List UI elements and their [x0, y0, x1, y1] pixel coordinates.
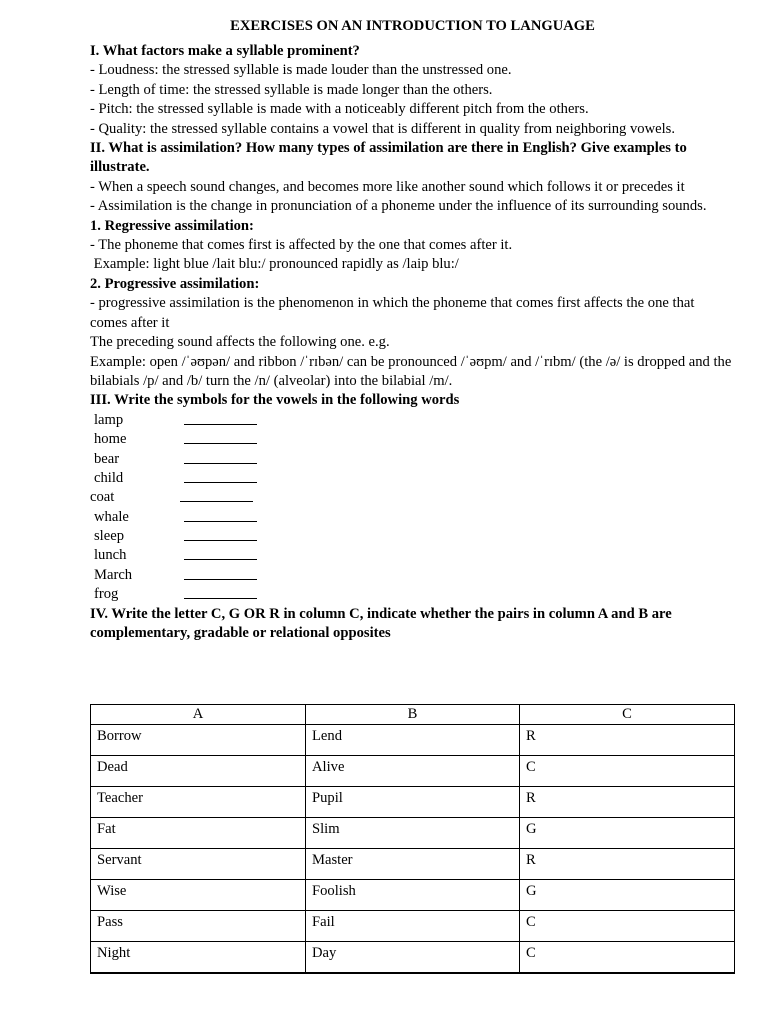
cell-answer[interactable]: G [520, 818, 735, 849]
cell-word-a: Pass [91, 911, 306, 942]
table-row [91, 880, 735, 911]
question-2-heading: II. What is assimilation? How many types of assimilation are there in English? Give examples to illustrate. [90, 140, 687, 176]
word-label: lunch [94, 547, 127, 564]
cell-answer[interactable]: C [520, 942, 735, 974]
example-line: Example: open /ˈəʊpən/ and ribbon /ˈrɪbən/ can be pronounced /ˈəʊpm/ and /ˈrɪbm/ (the /ə/ is dropped and the bilabials /p/ and /b/ turn the /n/ (alveolar) into the bilabial /m/. [90, 353, 732, 389]
subheading-progressive: 2. Progressive assimilation: [90, 275, 260, 292]
table-row [91, 942, 735, 974]
word-label: child [94, 469, 124, 486]
column-header-b: B [306, 705, 520, 725]
answer-blank[interactable] [184, 527, 257, 541]
table-header-row [91, 705, 735, 725]
answer-blank[interactable] [184, 566, 257, 580]
word-label: lamp [94, 411, 124, 428]
cell-word-b: Foolish [306, 880, 520, 911]
answer-blank[interactable] [184, 585, 257, 599]
page-title: EXERCISES ON AN INTRODUCTION TO LANGUAGE [230, 18, 595, 34]
question-4-heading: IV. Write the letter C, G OR R in column C, indicate whether the pairs in column A and B are complementary, gradable or relational opposites [90, 605, 672, 641]
list-item [90, 469, 735, 488]
cell-word-a: Borrow [91, 725, 306, 756]
column-header-a: A [91, 705, 306, 725]
answer-blank[interactable] [180, 488, 253, 502]
word-label: coat [90, 489, 115, 506]
answer-line: - The phoneme that comes first is affected by the one that comes after it. [90, 237, 513, 254]
cell-word-b: Lend [306, 725, 520, 756]
cell-word-a: Fat [91, 818, 306, 849]
opposites-table [90, 704, 735, 974]
cell-word-a: Dead [91, 756, 306, 787]
cell-word-b: Alive [306, 756, 520, 787]
cell-word-b: Pupil [306, 787, 520, 818]
list-item [90, 508, 735, 527]
list-item [90, 488, 735, 507]
list-item [90, 566, 735, 585]
answer-line: - Quality: the stressed syllable contains a vowel that is different in quality from neighboring vowels. [90, 120, 675, 137]
list-item [90, 430, 735, 449]
answer-blank[interactable] [184, 411, 257, 425]
list-item [90, 546, 735, 565]
column-header-c: C [520, 705, 735, 725]
answer-line: - Pitch: the stressed syllable is made with a noticeably different pitch from the others. [90, 101, 589, 118]
table-row [91, 818, 735, 849]
cell-word-a: Servant [91, 849, 306, 880]
word-label: bear [94, 450, 120, 467]
answer-line: The preceding sound affects the following one. e.g. [90, 334, 390, 351]
answer-line: - Assimilation is the change in pronunciation of a phoneme under the influence of its surrounding sounds. [90, 198, 707, 215]
cell-word-b: Day [306, 942, 520, 974]
cell-answer[interactable]: C [520, 756, 735, 787]
answer-blank[interactable] [184, 546, 257, 560]
worksheet [90, 15, 735, 643]
cell-word-a: Night [91, 942, 306, 974]
word-label: March [94, 566, 133, 583]
answer-blank[interactable] [184, 508, 257, 522]
example-line: Example: light blue /lait blu:/ pronounced rapidly as /laip blu:/ [90, 256, 459, 273]
word-label: home [94, 431, 127, 448]
answer-blank[interactable] [184, 430, 257, 444]
word-label: whale [94, 508, 129, 525]
table-row [91, 849, 735, 880]
cell-answer[interactable]: G [520, 880, 735, 911]
question-1-heading: I. What factors make a syllable prominent? [90, 43, 360, 59]
vowel-word-list [90, 411, 735, 605]
cell-word-b: Slim [306, 818, 520, 849]
list-item [90, 585, 735, 604]
word-label: frog [94, 586, 119, 603]
answer-blank[interactable] [184, 450, 257, 464]
table-row [91, 725, 735, 756]
list-item [90, 450, 735, 469]
answer-blank[interactable] [184, 469, 257, 483]
answer-line: - Loudness: the stressed syllable is made louder than the unstressed one. [90, 62, 512, 79]
cell-word-b: Master [306, 849, 520, 880]
cell-answer[interactable]: R [520, 849, 735, 880]
word-label: sleep [94, 528, 124, 545]
cell-word-a: Wise [91, 880, 306, 911]
answer-line: - When a speech sound changes, and becomes more like another sound which follows it or precedes it [90, 178, 685, 195]
cell-answer[interactable]: C [520, 911, 735, 942]
cell-answer[interactable]: R [520, 725, 735, 756]
list-item [90, 411, 735, 430]
cell-answer[interactable]: R [520, 787, 735, 818]
subheading-regressive: 1. Regressive assimilation: [90, 217, 254, 234]
table-row [91, 911, 735, 942]
question-3-heading: III. Write the symbols for the vowels in the following words [90, 392, 460, 409]
answer-line: - Length of time: the stressed syllable is made longer than the others. [90, 81, 493, 98]
list-item [90, 527, 735, 546]
cell-word-b: Fail [306, 911, 520, 942]
table-row [91, 756, 735, 787]
table-row [91, 787, 735, 818]
answer-line: - progressive assimilation is the phenomenon in which the phoneme that comes first affects the one that comes after it [90, 295, 695, 331]
cell-word-a: Teacher [91, 787, 306, 818]
